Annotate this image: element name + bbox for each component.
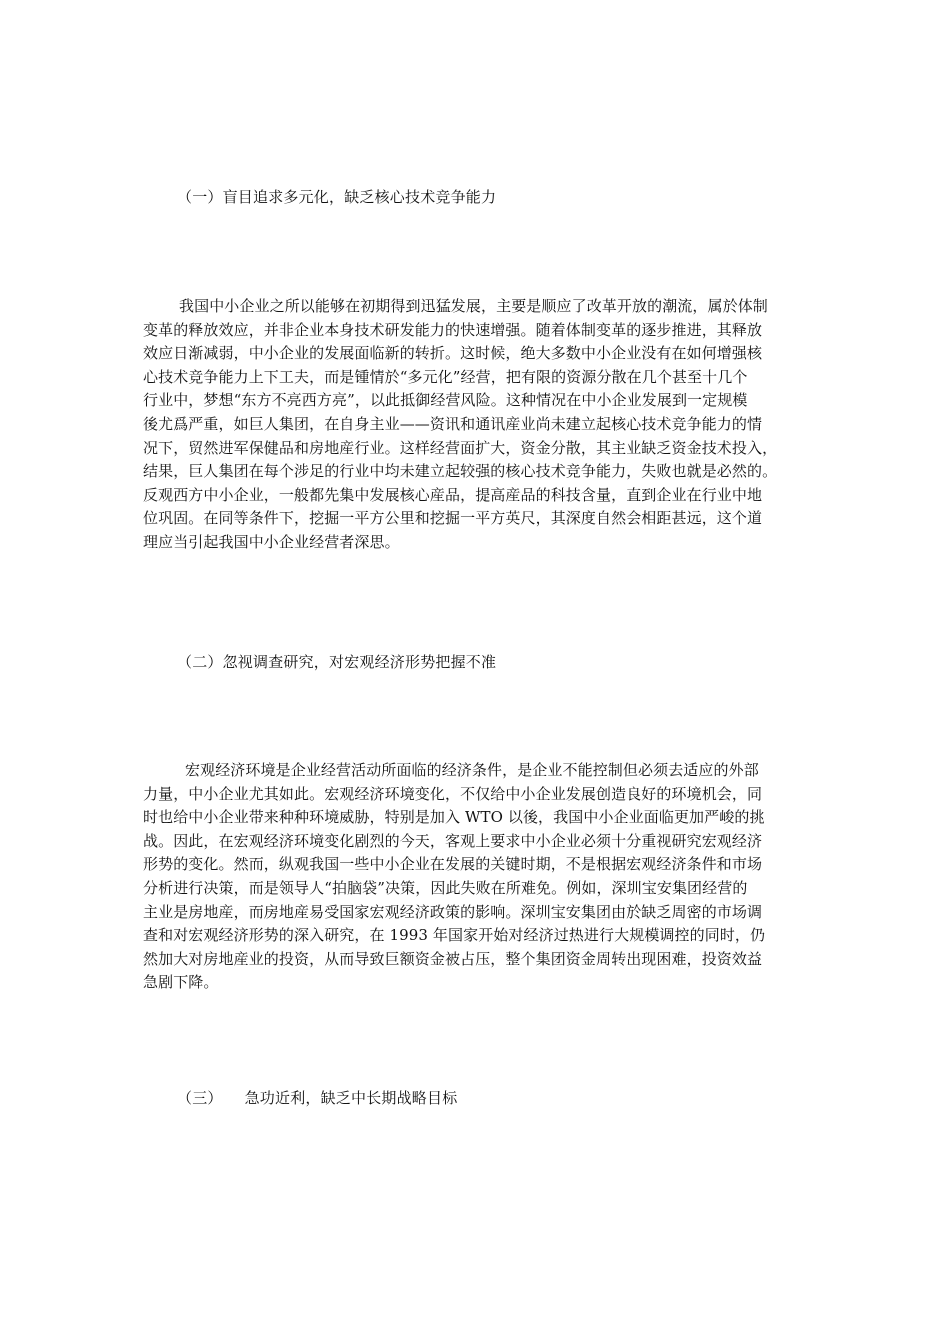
paragraph-line: 形势的变化。然而，纵观我国一些中小企业在发展的关键时期，不是根据宏观经济条件和市场 (143, 855, 763, 874)
section-paragraph-2 (143, 759, 813, 995)
paragraph-line: 位巩固。在同等条件下，挖掘一平方公里和挖掘一平方英尺，其深度自然会相距甚远，这个道 (143, 509, 763, 528)
paragraph-line: 急剧下降。 (143, 973, 219, 992)
paragraph-line: 查和对宏观经济形势的深入研究，在 1993 年国家开始对经济过热进行大规模调控的同时，仍 (143, 926, 766, 945)
section-heading-2: （二）忽视调查研究，对宏观经济形势把握不准 (177, 653, 497, 671)
section-heading-3-number: （三） (177, 1089, 223, 1107)
paragraph-line: 变革的释放效应，并非企业本身技术研发能力的快速增强。随着体制变革的逐步推进，其释放 (143, 320, 763, 339)
section-heading-3-text: 急功近利，缺乏中长期战略目标 (244, 1089, 458, 1107)
paragraph-line: 效应日渐减弱，中小企业的发展面临新的转折。这时候，绝大多数中小企业没有在如何增强核 (143, 344, 763, 363)
section-heading-3 (177, 1088, 457, 1108)
paragraph-line: 主业是房地産，而房地産易受国家宏观经济政策的影响。深圳宝安集团由於缺乏周密的市场调 (143, 902, 763, 921)
paragraph-line: 力量，中小企业尤其如此。宏观经济环境变化，不仅给中小企业发展创造良好的环境机会，同 (143, 784, 763, 803)
paragraph-line: 心技术竞争能力上下工夫，而是锺情於“多元化”经营，把有限的资源分散在几个甚至十几个 (143, 367, 748, 386)
paragraph-line: 理应当引起我国中小企业经营者深思。 (143, 532, 400, 551)
paragraph-line: 分析进行决策，而是领导人“拍脑袋”决策，因此失败在所难免。例如，深圳宝安集团经营的 (143, 878, 748, 897)
paragraph-line: 宏观经济环境是企业经营活动所面临的经济条件，是企业不能控制但必须去适应的外部 (185, 761, 759, 779)
paragraph-line: 况下，贸然进军保健品和房地産行业。这样经营面扩大，资金分散，其主业缺乏资金技术投入， (143, 438, 778, 457)
paragraph-line: 然加大对房地産业的投资，从而导致巨额资金被占压，整个集团资金周转出现困难，投资效益 (143, 949, 763, 968)
paragraph-line: 行业中，梦想“东方不亮西方亮”，以此抵御经营风险。这种情况在中小企业发展到一定规模 (143, 391, 748, 410)
section-paragraph-1 (143, 295, 813, 555)
paragraph-line: 时也给中小企业带来种种环境威胁，特别是加入 WTO 以後，我国中小企业面临更加严峻的挑 (143, 808, 765, 827)
section-heading-1: （一）盲目追求多元化，缺乏核心技术竞争能力 (177, 188, 497, 206)
paragraph-line: 战。因此，在宏观经济环境变化剧烈的今天，客观上要求中小企业必须十分重视研究宏观经济 (143, 831, 763, 850)
paragraph-line: 後尤爲严重，如巨人集团，在自身主业——资讯和通讯産业尚未建立起核心技术竞争能力的情 (143, 414, 763, 433)
paragraph-line: 结果，巨人集团在每个涉足的行业中均未建立起较强的核心技术竞争能力，失败也就是必然的。 (143, 462, 778, 481)
paragraph-line: 反观西方中小企业，一般都先集中发展核心産品，提高産品的科技含量，直到企业在行业中地 (143, 485, 763, 504)
paragraph-line: 我国中小企业之所以能够在初期得到迅猛发展，主要是顺应了改革开放的潮流，属於体制 (179, 297, 768, 315)
